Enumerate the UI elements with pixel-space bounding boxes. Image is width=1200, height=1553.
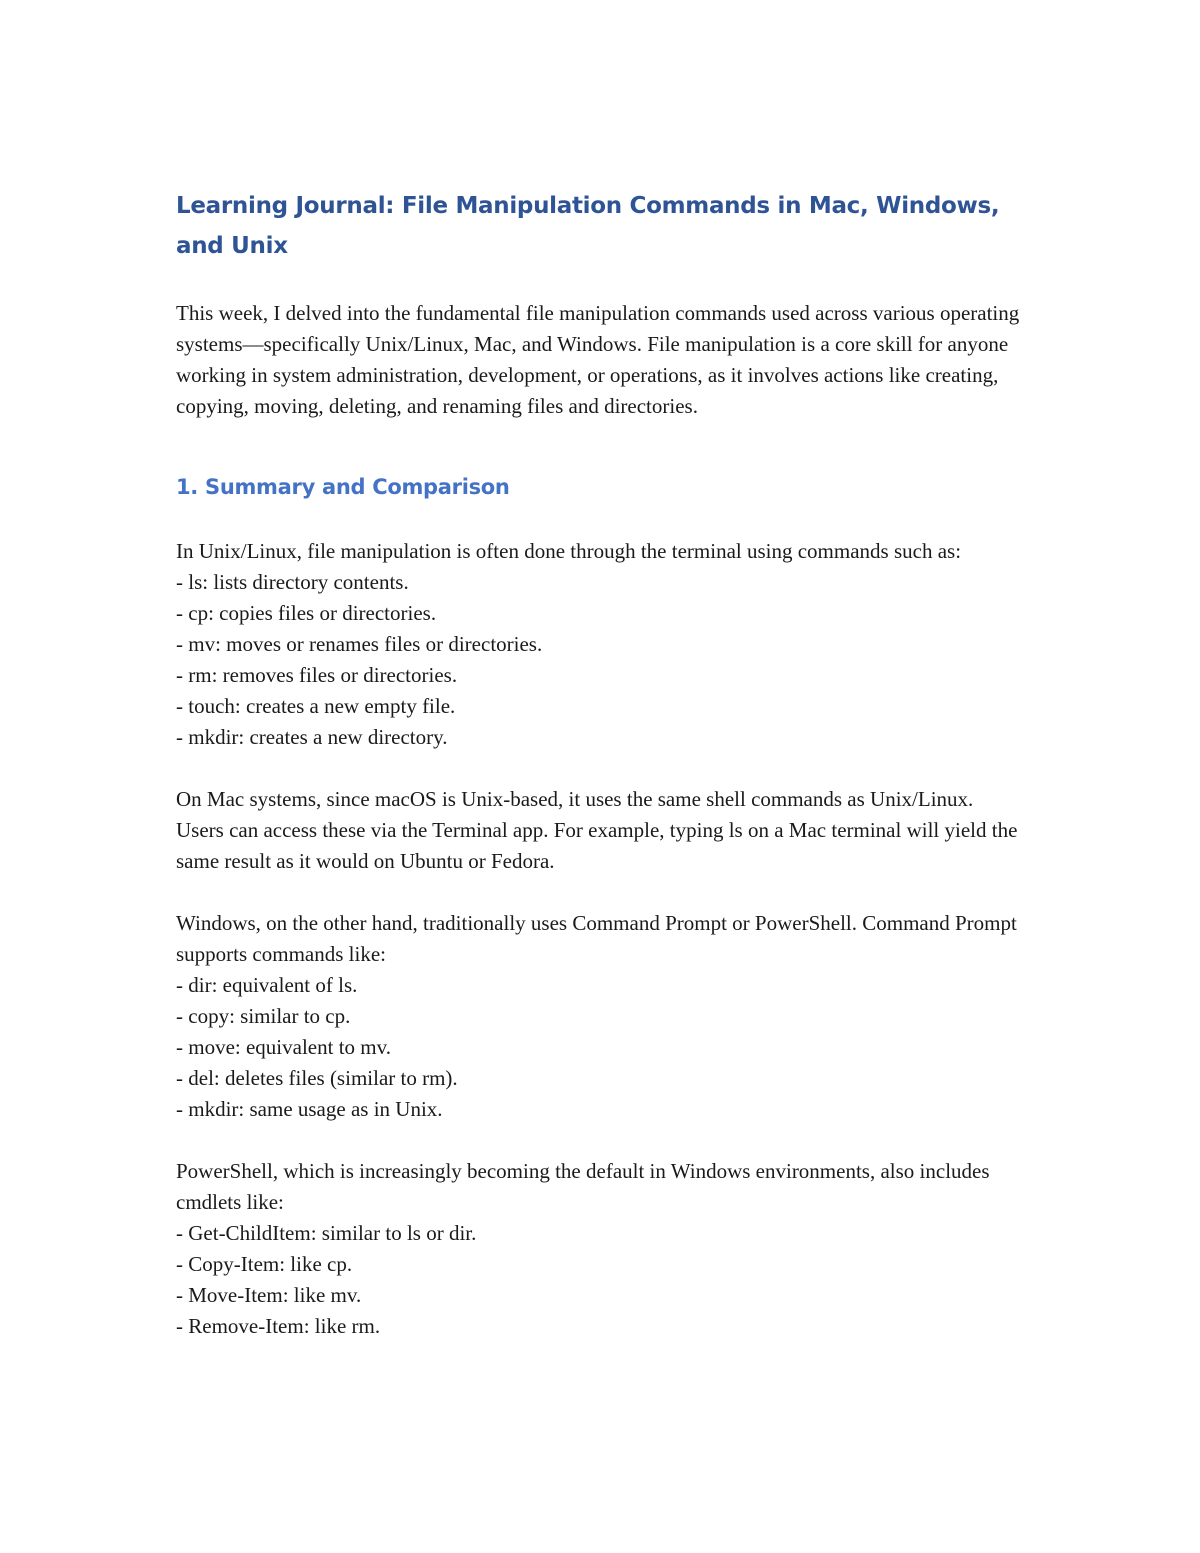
document-title: Learning Journal: File Manipulation Commands in Mac, Windows, and Unix [176,193,1000,259]
spacer [176,1125,1026,1156]
spacer [176,877,1026,908]
list-item: - del: deletes files (similar to rm). [176,1066,458,1090]
powershell-intro-paragraph: PowerShell, which is increasingly becoming the default in Windows environments, also includes cmdlets like: [176,1159,990,1214]
list-item: - mkdir: creates a new directory. [176,725,448,749]
list-item: - Copy-Item: like cp. [176,1252,353,1276]
list-item: - touch: creates a new empty file. [176,694,456,718]
section-heading-summary: 1. Summary and Comparison [176,475,510,499]
windows-intro-paragraph: Windows, on the other hand, traditionally uses Command Prompt or PowerShell. Command Prompt supports commands like: [176,911,1017,966]
list-item: - mv: moves or renames files or directories. [176,632,543,656]
mac-paragraph: On Mac systems, since macOS is Unix-based, it uses the same shell commands as Unix/Linux. Users can access these via the Terminal app. For example, typing ls on a Mac terminal will yield the same result as it would on Ubuntu or Fedora. [176,787,1018,873]
list-item: - Get-ChildItem: similar to ls or dir. [176,1221,477,1245]
list-item: - cp: copies files or directories. [176,601,437,625]
list-item: - rm: removes files or directories. [176,663,458,687]
list-item: - move: equivalent to mv. [176,1035,392,1059]
list-item: - Move-Item: like mv. [176,1283,362,1307]
list-item: - dir: equivalent of ls. [176,973,358,997]
unix-command-list [176,567,1026,753]
list-item: - copy: similar to cp. [176,1004,351,1028]
powershell-command-list [176,1218,1026,1342]
list-item: - Remove-Item: like rm. [176,1314,381,1338]
document-body [176,186,1026,1342]
unix-intro-paragraph: In Unix/Linux, file manipulation is often done through the terminal using commands such as: [176,539,962,563]
spacer [176,422,1026,470]
spacer [176,753,1026,784]
windows-command-list [176,970,1026,1125]
intro-paragraph: This week, I delved into the fundamental file manipulation commands used across various operating systems—specifically Unix/Linux, Mac, and Windows. File manipulation is a core skill for anyone working in system administration, development, or operations, as it involves actions like creating, copying, moving, deleting, and renaming files and directories. [176,301,1020,418]
list-item: - mkdir: same usage as in Unix. [176,1097,443,1121]
list-item: - ls: lists directory contents. [176,570,409,594]
